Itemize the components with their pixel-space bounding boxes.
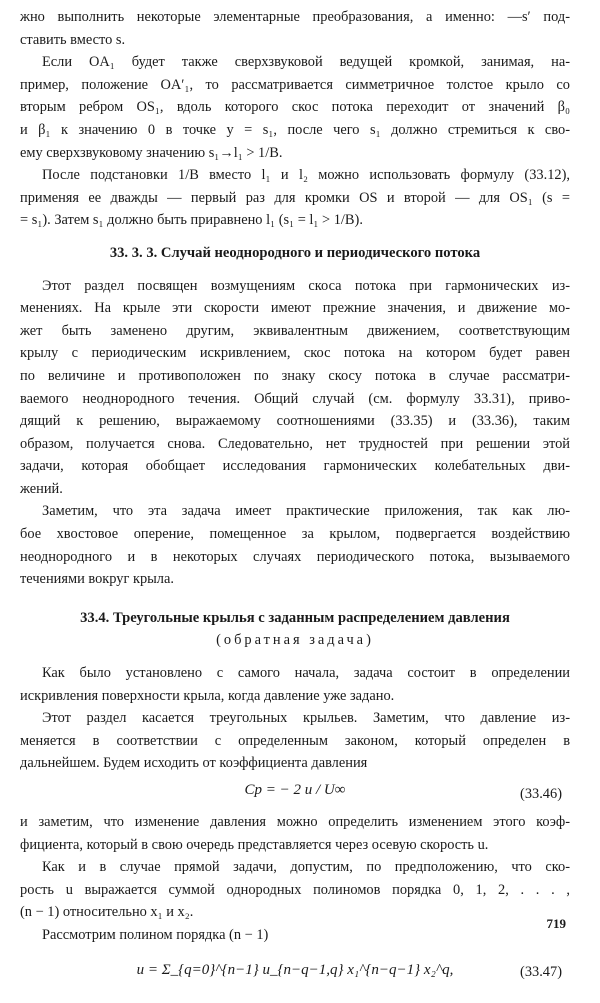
text-line: ваемого неоднородного течения. Общий случай (см. формулу 33.31), приво- — [20, 390, 570, 407]
page-number: 719 — [546, 916, 566, 931]
equation-33-46 — [20, 775, 570, 811]
section-subheading: (обратная задача) — [216, 632, 374, 649]
equation-body: u = Σ_{q=0}^{n−1} u_{n−q−1,q} x₁^{n−q−1} x₂^q, — [136, 961, 454, 978]
text-line: жно выполнить некоторые элементарные преобразования, а именно: —s′ под- — [20, 9, 570, 25]
text-line: Этот раздел касается треугольных крыльев. Заметим, что давление из- — [42, 710, 570, 727]
text-line: жений. — [20, 480, 63, 497]
equation-number: (33.46) — [520, 786, 562, 802]
page-body — [20, 6, 570, 1003]
equation-33-47 — [20, 947, 570, 1003]
text-line: менениях. На крыле эти скорости имеют прежние значения, и движение мо- — [20, 300, 570, 317]
text-line: вторым ребром OS₁, вдоль которого скос потока переходит от значений β₀ — [20, 99, 570, 116]
text-line: дящий к решению, выражаемому соотношениями (33.35) и (33.36), таким — [20, 413, 570, 430]
section-334-paragraph-3 — [20, 811, 570, 856]
equation-number: (33.47) — [520, 963, 562, 980]
spacer — [20, 265, 570, 275]
spacer — [20, 591, 570, 607]
section-334-paragraph-4 — [20, 856, 570, 924]
section-333-paragraph-2 — [20, 500, 570, 590]
text-line: После подстановки 1/B вместо l₁ и l₂ можно использовать формулу (33.12), — [42, 167, 570, 184]
text-line: Рассмотрим полином порядка (n − 1) — [42, 926, 269, 943]
text-line: искривления поверхности крыла, когда давление уже задано. — [20, 687, 395, 704]
text-line: бое хвостовое оперение, помещенное за крылом, подвергается воздействию — [20, 526, 570, 543]
text-line: пример, положение OA′₁, то рассматривается симметричное толстое крыло со — [20, 76, 570, 93]
text-line: жет быть заменено другим, эквивалентным движением, соответствующим — [20, 322, 570, 339]
text-line: Как было установлено с самого начала, задача состоит в определении — [42, 665, 570, 682]
text-line: рость u выражается суммой однородных полиномов порядка 0, 1, 2, . . . , — [20, 881, 570, 898]
text-line: крылу с периодическим искривлением, скос потока на котором будет равен — [20, 345, 570, 362]
top-paragraph — [20, 6, 570, 232]
section-334-paragraph-2 — [20, 707, 570, 775]
section-334-paragraph-1 — [20, 662, 570, 707]
text-line: применяя ее дважды — первый раз для кромки OS и второй — для OS₁ (s = — [20, 189, 570, 206]
text-line: меняется в соответствии с определенным законом, который определен в — [20, 732, 570, 749]
text-line: задачи, которая обобщает исследования гармонических колебательных дви- — [20, 458, 570, 475]
text-line: (n − 1) относительно x₁ и x₂. — [20, 904, 194, 921]
text-line: Этот раздел посвящен возмущениям скоса потока при гармонических из- — [42, 277, 570, 294]
section-heading-33-3-3: 33. 3. 3. Случай неоднородного и периодического потока — [109, 244, 481, 261]
text-line: по величине и противоположен по знаку скосу потока в случае рассматри- — [20, 367, 570, 384]
text-line: и β₁ к значению 0 в точке y = s₁, после чего s₁ должно стремиться к сво- — [20, 121, 570, 138]
spacer — [20, 232, 570, 242]
section-333-paragraph-1 — [20, 275, 570, 501]
text-line: и заметим, что изменение давления можно определить изменением этого коэф- — [20, 814, 570, 830]
text-line: = s₁). Затем s₁ должно быть приравнено l₁ (s₁ = l₁ > 1/B). — [20, 212, 363, 229]
text-line: ему сверхзвуковому значению s₁→l₁ > 1/B. — [20, 144, 283, 161]
text-line: течениями вокруг крыла. — [20, 571, 174, 588]
text-line: ставить вместо s. — [20, 31, 126, 48]
text-line: Если OA₁ будет также сверхзвуковой ведущей кромкой, занимая, на- — [42, 54, 570, 71]
spacer — [20, 652, 570, 662]
section-heading-33-4: 33.4. Треугольные крылья с заданным распределением давления — [80, 609, 510, 626]
equation-body: Cp = − 2 u / U∞ — [244, 782, 346, 798]
text-line: дальнейшем. Будем исходить от коэффициента давления — [20, 755, 368, 772]
text-line: Заметим, что эта задача имеет практические приложения, так как лю- — [42, 503, 570, 520]
text-line: фициента, который в свою очередь представляется через осевую скорость u. — [20, 836, 489, 853]
text-line: образом, получается снова. Следовательно, нет трудностей при решении этой — [20, 435, 570, 452]
text-line: неоднородного и в некоторых случаях периодического потока, вызываемого — [20, 548, 570, 565]
text-line: Как и в случае прямой задачи, допустим, по предположению, что ско- — [42, 859, 570, 876]
